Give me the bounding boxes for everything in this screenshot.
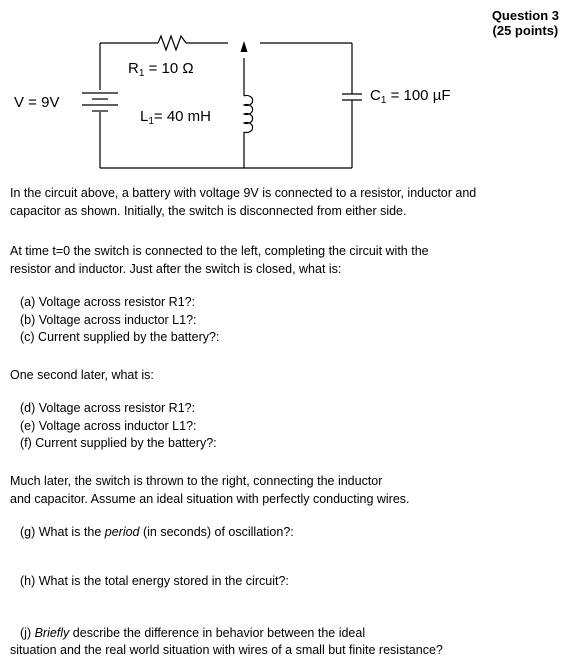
switch-arrow-icon [241,41,248,52]
question-points: (25 points) [492,23,559,38]
part2-questions [20,400,217,453]
part1-line: At time t=0 the switch is connected to the left, completing the circuit with the [10,244,429,258]
circuit-diagram [0,0,569,180]
question-g: (g) What is the period (in seconds) of oscillation?: [20,525,294,539]
voltage-label: V = 9V [14,94,60,111]
part2-intro: One second later, what is: [10,368,154,382]
question-e: (e) Voltage across inductor L1?: [20,418,197,433]
question-h: (h) What is the total energy stored in the circuit?: [20,574,289,588]
briefly-emphasis: Briefly [34,626,70,640]
inductor-coil [244,96,253,133]
inductor-label: $L_1= 40$ mH [140,108,212,127]
question-d: (d) Voltage across resistor R1?: [20,401,196,415]
question-c: (c) Current supplied by the battery?: [20,330,220,344]
intro-paragraph [10,185,476,220]
resistor-zigzag [158,36,186,50]
question-f: (f) Current supplied by the battery?: [20,436,217,450]
question-number: Question 3 [491,8,559,23]
question-j-line2: situation and the real world situation with wires of a small but finite resistance? [10,643,443,657]
part3-line: and capacitor. Assume an ideal situation with perfectly conducting wires. [10,491,410,506]
part1-line: resistor and inductor. Just after the switch is closed, what is: [10,261,342,276]
part1-paragraph [10,243,429,278]
resistor-label: $R_1 = 10$ Ω [128,60,194,79]
part3-line: Much later, the switch is thrown to the right, connecting the inductor [10,474,383,488]
intro-line: In the circuit above, a battery with voltage 9V is connected to a resistor, inductor and [10,186,477,200]
part3-paragraph [10,473,410,508]
question-b: (b) Voltage across inductor L1?: [20,312,197,327]
period-emphasis: period [104,525,140,539]
capacitor-label: $C_1 = 100$ µF [370,87,451,106]
intro-line: capacitor as shown. Initially, the switch is disconnected from either side. [10,203,407,218]
part1-questions [20,294,219,347]
question-j: (j) Briefly describe the difference in behavior between the ideal [20,626,366,640]
question-a: (a) Voltage across resistor R1?: [20,295,196,309]
